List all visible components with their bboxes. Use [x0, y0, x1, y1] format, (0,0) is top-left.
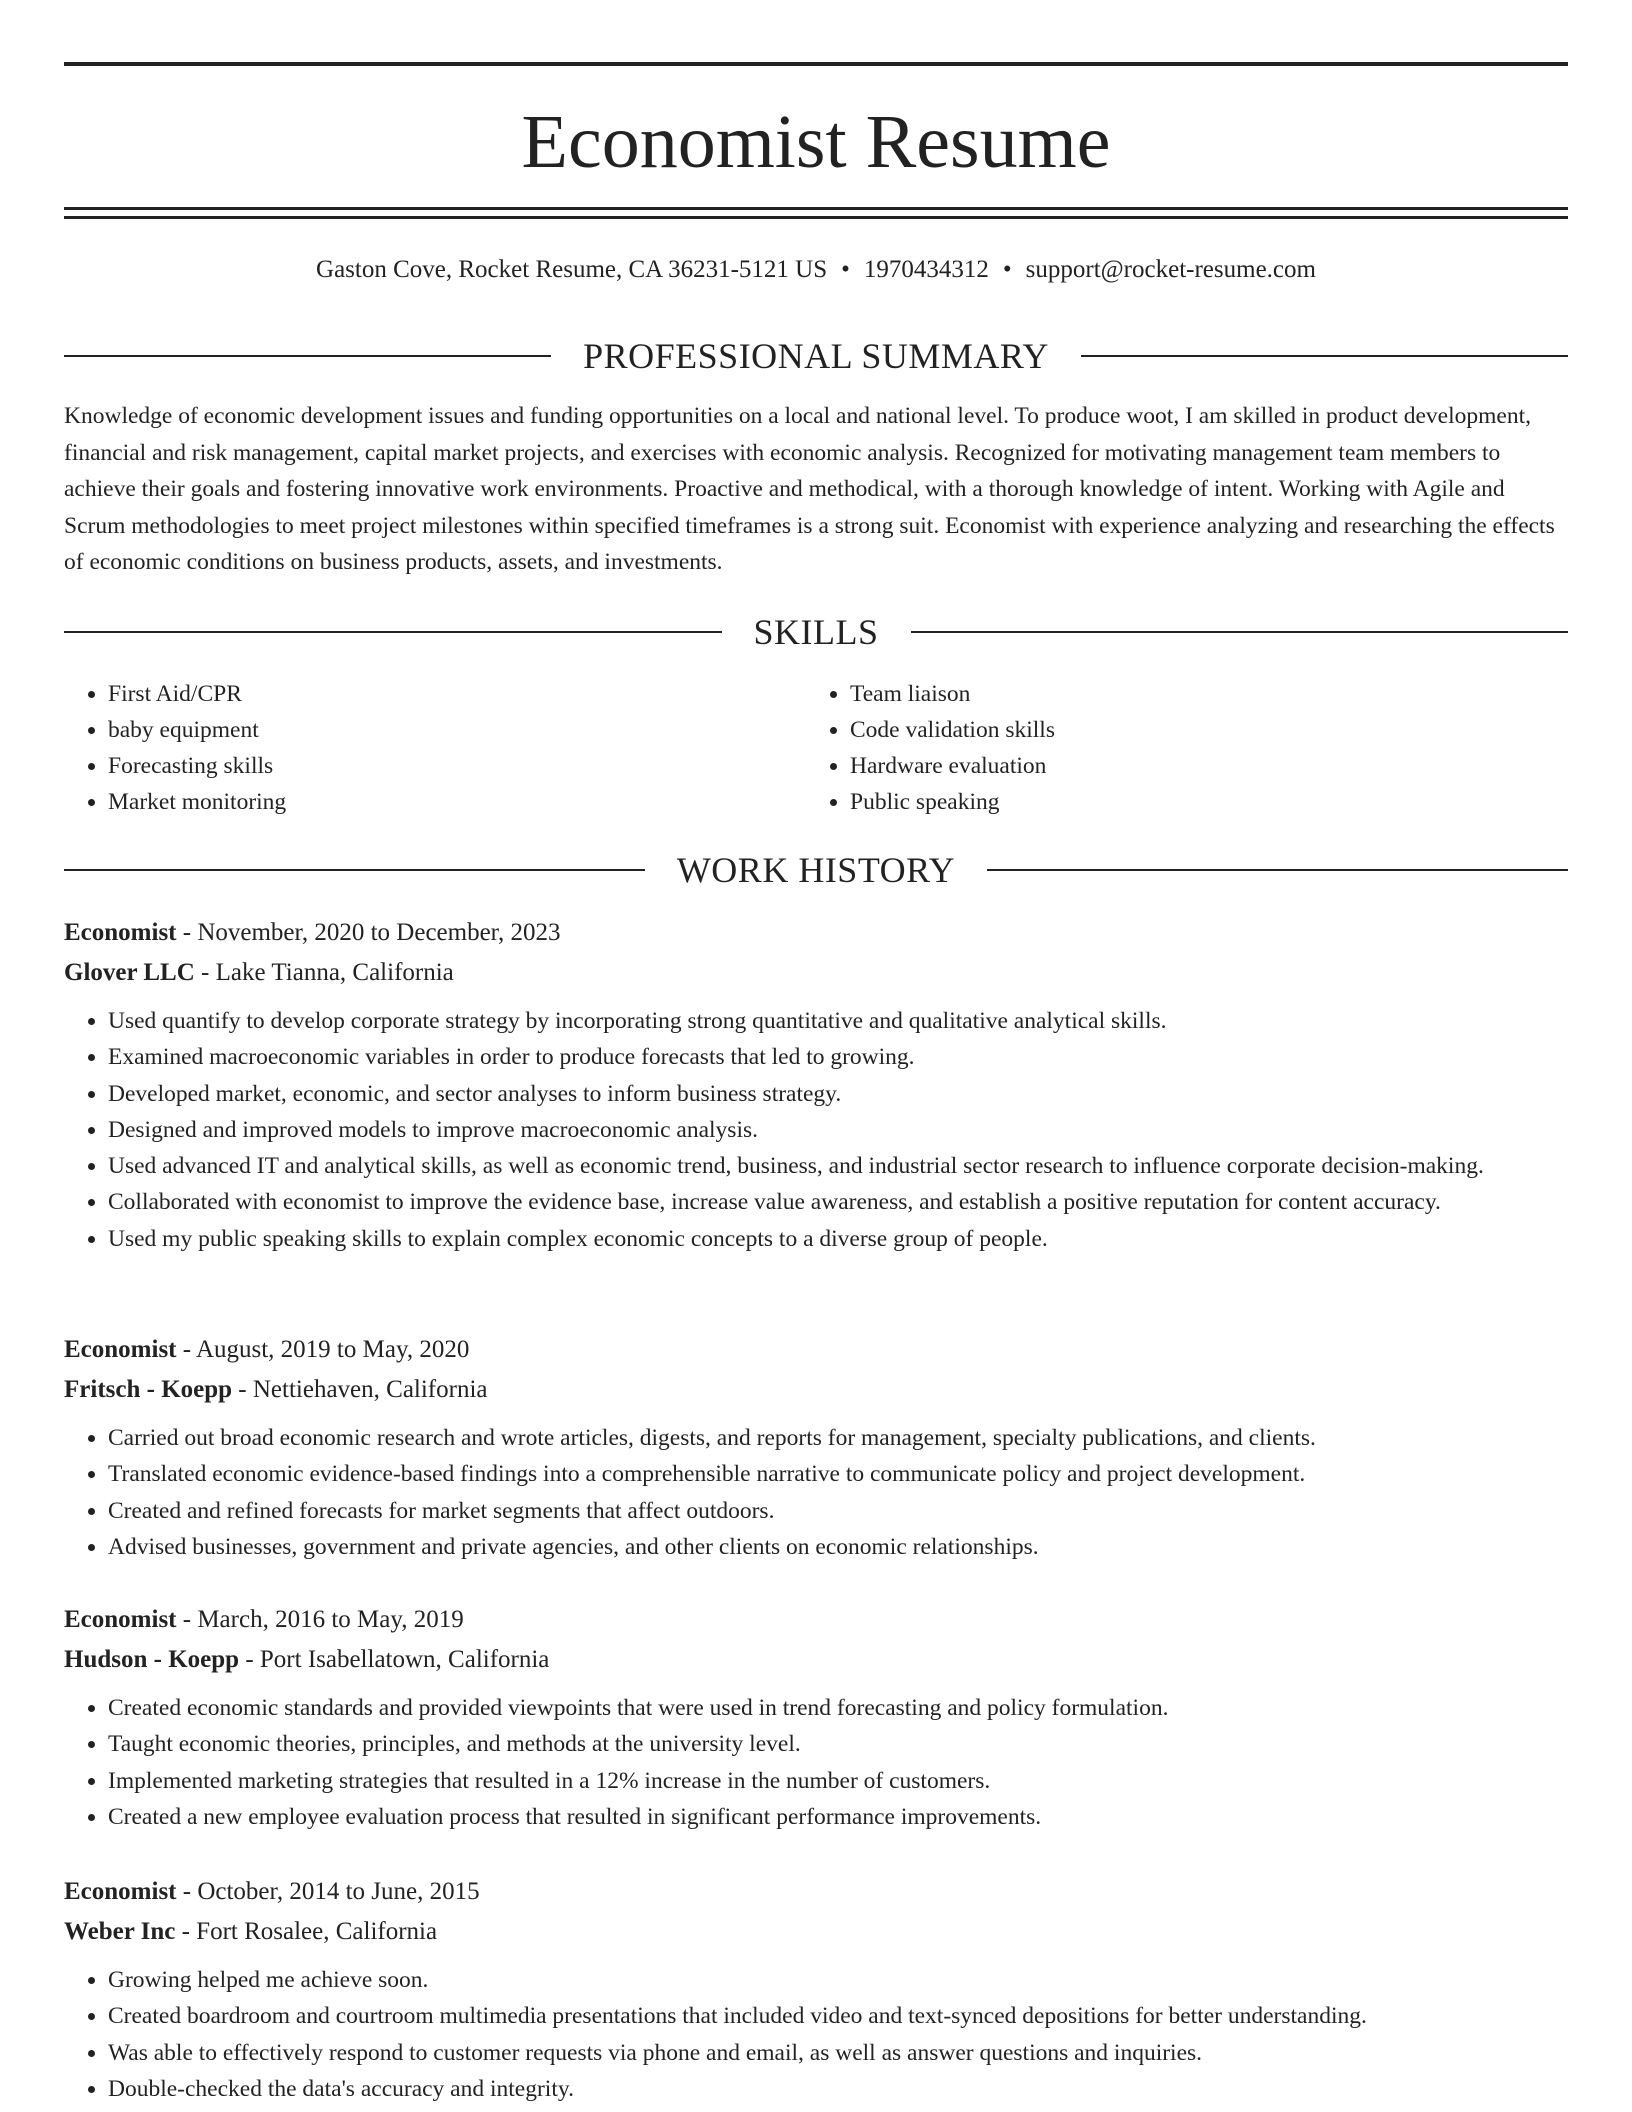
job-company-line [64, 1912, 1568, 1952]
job-dates: - November, 2020 to December, 2023 [176, 919, 561, 946]
job-company: Weber Inc [64, 1918, 176, 1945]
job-entry [64, 1330, 1568, 1565]
heading-rule-right [1081, 355, 1568, 357]
job-bullets [64, 1690, 1568, 1835]
skill-item: • Hardware evaluation [850, 748, 1548, 784]
job-bullet: • Created boardroom and courtroom multimedia presentations that included video and text-synced depositions for better understanding. [108, 1998, 1568, 2034]
job-dates: - October, 2014 to June, 2015 [176, 1878, 480, 1905]
job-bullet: • Implemented marketing strategies that resulted in a 12% increase in the number of customers. [108, 1763, 1568, 1799]
job-company: Fritsch - Koepp [64, 1376, 233, 1403]
job-location: - Fort Rosalee, California [175, 1918, 438, 1945]
job-company: Hudson - Koepp [64, 1646, 240, 1673]
contact-address: Gaston Cove, Rocket Resume, CA 36231-5121 US [316, 256, 828, 283]
contact-separator: • [841, 256, 850, 283]
job-bullets [64, 1962, 1568, 2107]
skills-heading-label: SKILLS [753, 612, 879, 652]
job-title-line [64, 1600, 1568, 1640]
job-dates: - August, 2019 to May, 2020 [176, 1336, 470, 1363]
job-bullet: • Used quantify to develop corporate strategy by incorporating strong quantitative and qualitative analytical skills. [108, 1003, 1568, 1039]
skills-list [64, 676, 1568, 820]
job-bullets [64, 1420, 1568, 1565]
job-entry [64, 1872, 1568, 2107]
contact-line [64, 252, 1568, 288]
job-location: - Lake Tianna, California [194, 959, 454, 986]
top-rule [64, 62, 1568, 66]
heading-rule-left [64, 355, 551, 357]
contact-phone: 1970434312 [863, 256, 989, 283]
job-bullet: • Translated economic evidence-based findings into a comprehensible narrative to communicate policy and project development. [108, 1456, 1568, 1492]
job-title-line [64, 1330, 1568, 1370]
skill-item: • Code validation skills [850, 712, 1548, 748]
job-bullet: • Growing helped me achieve soon. [108, 1962, 1568, 1998]
summary-heading [64, 334, 1568, 378]
job-bullets [64, 1003, 1568, 1257]
page-title: Economist Resume [521, 100, 1111, 184]
skill-item: • First Aid/CPR [108, 676, 806, 712]
job-bullet: • Collaborated with economist to improve the evidence base, increase value awareness, and establish a positive reputation for content accuracy. [108, 1184, 1568, 1220]
job-location: - Port Isabellatown, California [239, 1646, 550, 1673]
job-bullet: • Examined macroeconomic variables in order to produce forecasts that led to growing. [108, 1039, 1568, 1075]
job-bullet: • Was able to effectively respond to customer requests via phone and email, as well as answer questions and inquiries. [108, 2035, 1568, 2071]
job-bullet: • Created and refined forecasts for market segments that affect outdoors. [108, 1493, 1568, 1529]
skill-item: • baby equipment [108, 712, 806, 748]
job-entry [64, 1600, 1568, 1835]
work-heading-label: WORK HISTORY [676, 850, 956, 890]
title-rule-lower [64, 216, 1568, 219]
job-company-line [64, 1640, 1568, 1680]
skill-item: • Public speaking [850, 784, 1548, 820]
job-bullet: • Used my public speaking skills to explain complex economic concepts to a diverse group of people. [108, 1221, 1568, 1257]
job-bullet: • Advised businesses, government and private agencies, and other clients on economic relationships. [108, 1529, 1568, 1565]
skills-heading [64, 610, 1568, 654]
skills-column-right [806, 676, 1548, 820]
job-company-line [64, 1370, 1568, 1410]
title-rule-upper [64, 207, 1568, 210]
job-title: Economist [64, 1878, 177, 1905]
skills-column-left [64, 676, 806, 820]
job-title: Economist [64, 1336, 177, 1363]
job-title-line [64, 1872, 1568, 1912]
job-title: Economist [64, 1606, 177, 1633]
job-location: - Nettiehaven, California [232, 1376, 488, 1403]
summary-text: Knowledge of economic development issues and funding opportunities on a local and national level. To produce woot, I am skilled in product development, financial and risk management, capital market projects, and exercises with economic analysis. Recognized for motivating management team members to achieve their goals and fostering innovative work environments. Proactive and methodical, with a thorough knowledge of intent. Working with Agile and Scrum methodologies to meet project milestones within specified timeframes is a strong suit. Economist with experience analyzing and researching the effects of economic conditions on business products, assets, and investments. [64, 403, 1555, 575]
skill-item: • Team liaison [850, 676, 1548, 712]
job-bullet: • Used advanced IT and analytical skills, as well as economic trend, business, and industrial sector research to influence corporate decision-making. [108, 1148, 1568, 1184]
job-bullet: • Double-checked the data's accuracy and integrity. [108, 2071, 1568, 2107]
work-heading [64, 848, 1568, 892]
job-dates: - March, 2016 to May, 2019 [176, 1606, 464, 1633]
job-company-line [64, 953, 1568, 993]
job-title: Economist [64, 919, 177, 946]
job-entry [64, 913, 1568, 1257]
heading-rule-left [64, 869, 645, 871]
job-bullet: • Created economic standards and provided viewpoints that were used in trend forecasting and policy formulation. [108, 1690, 1568, 1726]
summary-heading-label: PROFESSIONAL SUMMARY [583, 336, 1049, 376]
contact-separator: • [1002, 256, 1012, 283]
job-bullet: • Designed and improved models to improve macroeconomic analysis. [108, 1112, 1568, 1148]
heading-rule-right [911, 631, 1569, 633]
job-bullet: • Created a new employee evaluation process that resulted in significant performance improvements. [108, 1799, 1568, 1835]
skill-item: • Forecasting skills [108, 748, 806, 784]
heading-rule-right [987, 869, 1568, 871]
skill-item: • Market monitoring [108, 784, 806, 820]
job-bullet: • Developed market, economic, and sector analyses to inform business strategy. [108, 1076, 1568, 1112]
heading-rule-left [64, 631, 722, 633]
job-bullet: • Taught economic theories, principles, and methods at the university level. [108, 1726, 1568, 1762]
contact-email: support@rocket-resume.com [1025, 256, 1316, 283]
job-company: Glover LLC [64, 959, 195, 986]
job-bullet: • Carried out broad economic research and wrote articles, digests, and reports for management, specialty publications, and clients. [108, 1420, 1568, 1456]
job-title-line [64, 913, 1568, 953]
